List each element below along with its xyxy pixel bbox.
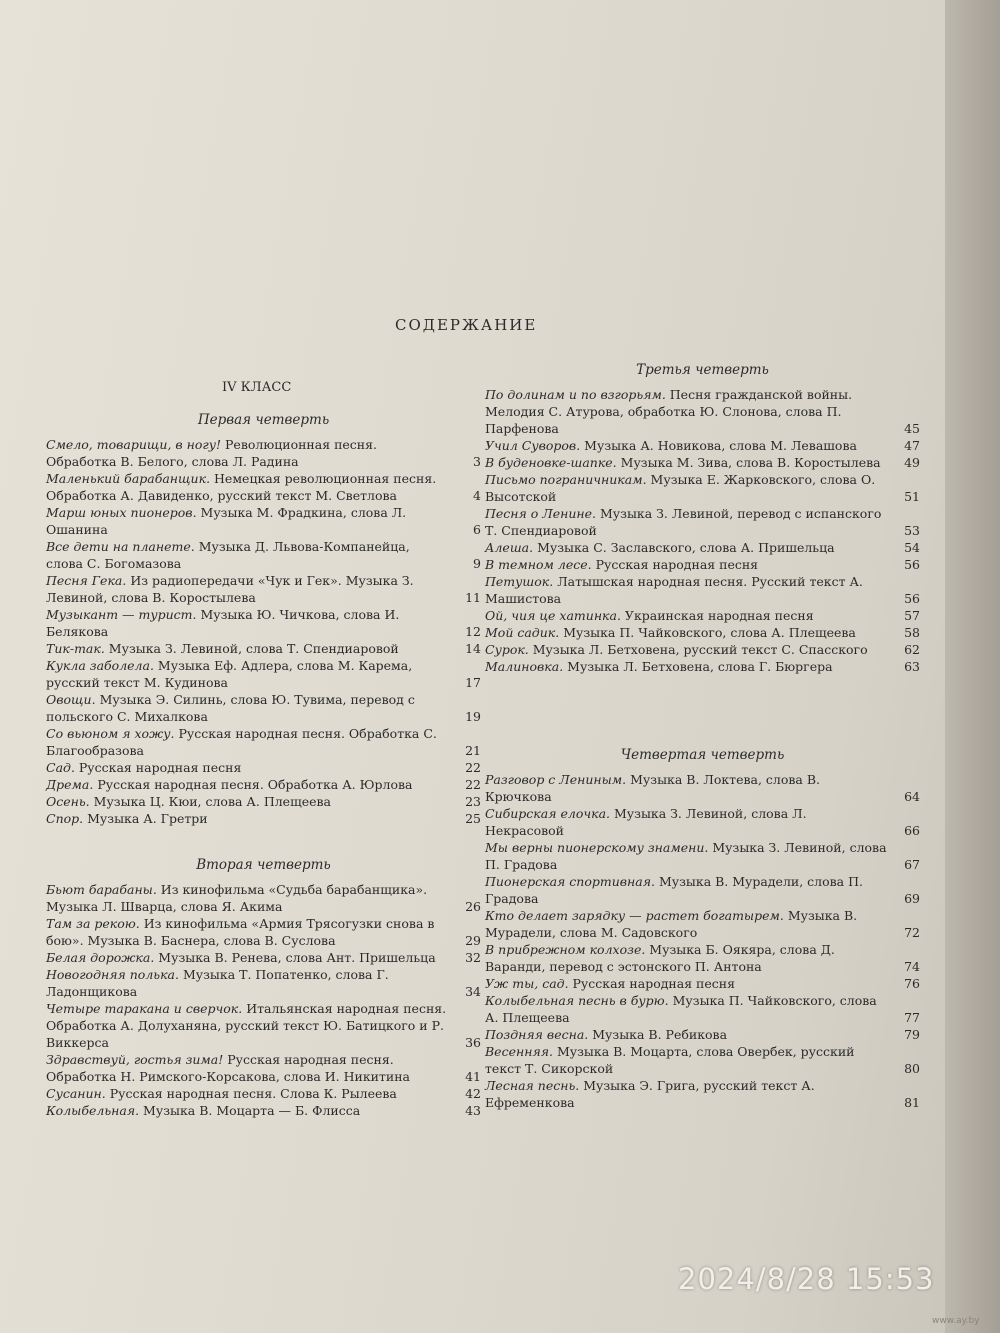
toc-entry	[46, 725, 481, 759]
entry-page-number: 80	[904, 1061, 920, 1076]
entry-page-number: 29	[465, 933, 481, 948]
entry-description: Музыка А. Новикова, слова М. Левашова	[580, 438, 857, 453]
entry-title: Колыбельная.	[46, 1103, 140, 1118]
entry-page-number: 51	[904, 489, 920, 504]
entry-description: Музыка В. Локтева, слова В. Крючкова	[485, 772, 821, 804]
entry-title: В прибрежном колхозе.	[485, 942, 646, 957]
quarter-heading: Третья четверть	[636, 362, 769, 378]
watermark: www.ay.by	[932, 1316, 980, 1326]
toc-entry	[485, 805, 920, 839]
toc-entry	[46, 538, 481, 572]
entry-page-number: 64	[904, 789, 920, 804]
entry-description: Музыка Э. Силинь, слова Ю. Тувима, перевод с польского С. Михалкова	[46, 692, 415, 724]
toc-entry	[485, 992, 920, 1026]
toc-entry	[46, 1085, 481, 1102]
entry-description: Русская народная песня. Обработка С. Благообразова	[46, 726, 437, 758]
toc-entry	[46, 810, 481, 827]
entry-page-number: 23	[465, 794, 481, 809]
entry-page-number: 42	[465, 1086, 481, 1101]
entry-title: Сусанин.	[46, 1086, 106, 1101]
entry-description: Музыка З. Левиной, слова Л. Некрасовой	[485, 806, 807, 838]
entry-title: Бьют барабаны.	[46, 882, 157, 897]
entry-description: Песня гражданской войны. Мелодия С. Атурова, обработка Ю. Слонова, слова П. Парфенова	[485, 387, 853, 436]
toc-entry	[46, 572, 481, 606]
entry-title: Смело, товарищи, в ногу!	[46, 437, 222, 452]
entry-page-number: 14	[465, 641, 481, 656]
entry-page-number: 6	[473, 522, 481, 537]
entry-page-number: 69	[904, 891, 920, 906]
entry-page-number: 72	[904, 925, 920, 940]
toc-entry	[485, 907, 920, 941]
entry-page-number: 36	[465, 1035, 481, 1050]
entry-page-number: 12	[465, 624, 481, 639]
entry-page-number: 4	[473, 488, 481, 503]
entry-title: Белая дорожка.	[46, 950, 155, 965]
entry-page-number: 76	[904, 976, 920, 991]
entry-page-number: 21	[465, 743, 481, 758]
entry-description: Русская народная песня	[568, 976, 736, 991]
quarter-heading: Первая четверть	[197, 412, 330, 428]
toc-entry	[485, 556, 920, 573]
entry-title: Уж ты, сад.	[485, 976, 569, 991]
entry-title: Сад.	[46, 760, 75, 775]
entry-page-number: 49	[904, 455, 920, 470]
class-heading: IV КЛАСС	[222, 380, 292, 395]
entry-title: По долинам и по взгорьям.	[485, 387, 666, 402]
toc-entry	[485, 505, 920, 539]
entry-page-number: 43	[465, 1103, 481, 1118]
entry-page-number: 11	[465, 590, 481, 605]
entry-description: Музыка Ю. Чичкова, слова И. Белякова	[46, 607, 400, 639]
entry-page-number: 26	[465, 899, 481, 914]
entry-title: Четыре таракана и сверчок.	[46, 1001, 243, 1016]
toc-entry	[46, 1000, 481, 1051]
toc-entry	[485, 975, 920, 992]
entry-description: Музыка Б. Оякяра, слова Д. Варанди, перевод с эстонского П. Антона	[485, 942, 835, 974]
toc-entry	[485, 471, 920, 505]
entry-title: Осень.	[46, 794, 90, 809]
entry-description: Музыка М. Зива, слова В. Коростылева	[616, 455, 881, 470]
entry-page-number: 54	[904, 540, 920, 555]
entry-title: Тик-так.	[46, 641, 105, 656]
entry-title: Сурок.	[485, 642, 529, 657]
photo-timestamp: 2024/8/28 15:53	[678, 1262, 935, 1296]
toc-entry	[485, 1077, 920, 1111]
toc-entry	[485, 1043, 920, 1077]
toc-entry	[485, 624, 920, 641]
entry-description: Музыка Д. Львова-Компанейца, слова С. Богомазова	[46, 539, 410, 571]
entry-description: Украинская народная песня	[620, 608, 814, 623]
entry-title: Весенняя.	[485, 1044, 553, 1059]
entry-description: Музыка А. Гретри	[83, 811, 208, 826]
quarter-heading: Четвертая четверть	[620, 747, 785, 763]
entry-title: Кукла заболела.	[46, 658, 154, 673]
entry-description: Русская народная песня. Слова К. Рылеева	[105, 1086, 397, 1101]
entry-page-number: 81	[904, 1095, 920, 1110]
entry-title: Песня Гека.	[46, 573, 127, 588]
entry-description: Итальянская народная песня. Обработка А. Долуханяна, русский текст Ю. Батицкого и Р. Виккерса	[46, 1001, 447, 1050]
entry-description: Революционная песня. Обработка В. Белого, слова Л. Радина	[46, 437, 377, 469]
entry-description: Музыка В. Мурадели, слова М. Садовского	[485, 908, 858, 940]
entry-description: Музыка В. Моцарта, слова Овербек, русский текст Т. Сикорской	[485, 1044, 855, 1076]
entry-title: Петушок.	[485, 574, 554, 589]
toc-entry	[46, 1102, 481, 1119]
entry-description: Музыка Т. Попатенко, слова Г. Ладонщикова	[46, 967, 389, 999]
entry-page-number: 17	[465, 675, 481, 690]
entry-title: Малиновка.	[485, 659, 564, 674]
toc-entry	[485, 1026, 920, 1043]
entry-page-number: 63	[904, 659, 920, 674]
toc-entry	[485, 573, 920, 607]
entry-page-number: 56	[904, 557, 920, 572]
entry-description: Русская народная песня	[74, 760, 242, 775]
toc-entry	[485, 539, 920, 556]
left-column	[46, 412, 481, 1119]
entry-page-number: 32	[465, 950, 481, 965]
entry-title: Маленький барабанщик.	[46, 471, 211, 486]
toc-entry	[485, 839, 920, 873]
toc-entry	[46, 949, 481, 966]
entry-description: Музыка П. Чайковского, слова А. Плещеева	[559, 625, 856, 640]
entry-title: Там за рекою.	[46, 916, 140, 931]
entry-description: Музыка Е. Жарковского, слова О. Высотской	[485, 472, 876, 504]
entry-description: Из радиопередачи «Чук и Гек». Музыка З. Левиной, слова В. Коростылева	[46, 573, 414, 605]
entry-description: Музыка В. Моцарта — Б. Флисса	[139, 1103, 361, 1118]
entry-description: Музыка Л. Бетховена, слова Г. Бюргера	[563, 659, 833, 674]
entry-page-number: 41	[465, 1069, 481, 1084]
entry-title: Разговор с Лениным.	[485, 772, 627, 787]
entry-page-number: 53	[904, 523, 920, 538]
entry-title: Здравствуй, гостья зима!	[46, 1052, 224, 1067]
entry-title: Поздняя весна.	[485, 1027, 589, 1042]
entry-page-number: 62	[904, 642, 920, 657]
entry-page-number: 74	[904, 959, 920, 974]
entry-title: Все дети на планете.	[46, 539, 195, 554]
toc-entry	[46, 793, 481, 810]
section-spacer	[485, 675, 920, 747]
entry-title: Алеша.	[485, 540, 534, 555]
entry-title: Лесная песнь.	[485, 1078, 580, 1093]
entry-title: Письмо пограничникам.	[485, 472, 647, 487]
entry-page-number: 47	[904, 438, 920, 453]
entry-description: Латышская народная песня. Русский текст А. Машистова	[485, 574, 863, 606]
entry-title: Колыбельная песнь в бурю.	[485, 993, 669, 1008]
entry-page-number: 25	[465, 811, 481, 826]
toc-entry	[485, 641, 920, 658]
toc-entry	[46, 436, 481, 470]
toc-entry	[485, 873, 920, 907]
entry-page-number: 9	[473, 556, 481, 571]
entry-description: Музыка В. Мурадели, слова П. Градова	[485, 874, 863, 906]
entry-title: Сибирская елочка.	[485, 806, 611, 821]
entry-description: Музыка В. Ренева, слова Ант. Пришельца	[154, 950, 436, 965]
toc-entry	[46, 881, 481, 915]
entry-title: Музыкант — турист.	[46, 607, 197, 622]
toc-entry	[46, 470, 481, 504]
entry-title: В буденовке-шапке.	[485, 455, 617, 470]
toc-entry	[485, 941, 920, 975]
entry-title: Пионерская спортивная.	[485, 874, 655, 889]
toc-entry	[46, 966, 481, 1000]
entry-title: Марш юных пионеров.	[46, 505, 197, 520]
toc-entry	[46, 640, 481, 657]
entry-title: Мой садик.	[485, 625, 560, 640]
entry-description: Музыка П. Чайковского, слова А. Плещеева	[485, 993, 877, 1025]
entry-page-number: 58	[904, 625, 920, 640]
entry-description: Музыка З. Левиной, слова Т. Спендиаровой	[104, 641, 399, 656]
entry-page-number: 56	[904, 591, 920, 606]
toc-entry	[46, 657, 481, 691]
entry-page-number: 22	[465, 777, 481, 792]
contents-title: СОДЕРЖАНИЕ	[395, 316, 538, 334]
toc-entry	[46, 776, 481, 793]
entry-description: Из кинофильма «Судьба барабанщика». Музыка Л. Шварца, слова Я. Акима	[46, 882, 428, 914]
toc-entry	[46, 1051, 481, 1085]
entry-title: Новогодняя полька.	[46, 967, 179, 982]
entry-description: Музыка С. Заславского, слова А. Пришельца	[533, 540, 835, 555]
entry-page-number: 34	[465, 984, 481, 999]
entry-description: Музыка З. Левиной, слова П. Градова	[485, 840, 887, 872]
entry-page-number: 79	[904, 1027, 920, 1042]
right-column	[485, 362, 920, 1111]
entry-title: Овощи.	[46, 692, 96, 707]
entry-title: Со вьюном я хожу.	[46, 726, 175, 741]
entry-description: Музыка Л. Бетховена, русский текст С. Спасского	[528, 642, 868, 657]
toc-entry	[46, 606, 481, 640]
entry-title: Кто делает зарядку — растет богатырем.	[485, 908, 784, 923]
entry-title: Мы верны пионерскому знамени.	[485, 840, 709, 855]
entry-description: Музыка Э. Грига, русский текст А. Ефременкова	[485, 1078, 815, 1110]
entry-page-number: 77	[904, 1010, 920, 1025]
entry-description: Русская народная песня	[591, 557, 759, 572]
entry-description: Музыка Еф. Адлера, слова М. Карема, русский текст М. Кудинова	[46, 658, 413, 690]
toc-entry	[485, 454, 920, 471]
entry-description: Русская народная песня. Обработка А. Юрлова	[93, 777, 413, 792]
entry-description: Из кинофильма «Армия Трясогузки снова в бою». Музыка В. Баснера, слова В. Суслова	[46, 916, 435, 948]
entry-description: Немецкая революционная песня. Обработка А. Давиденко, русский текст М. Светлова	[46, 471, 437, 503]
toc-entry	[46, 915, 481, 949]
entry-description: Музыка М. Фрадкина, слова Л. Ошанина	[46, 505, 407, 537]
quarter-heading: Вторая четверть	[196, 857, 331, 873]
entry-page-number: 22	[465, 760, 481, 775]
toc-entry	[485, 771, 920, 805]
next-page-edge	[945, 0, 1000, 1333]
entry-title: В темном лесе.	[485, 557, 592, 572]
toc-entry	[485, 386, 920, 437]
entry-page-number: 19	[465, 709, 481, 724]
entry-page-number: 67	[904, 857, 920, 872]
toc-entry	[46, 691, 481, 725]
entry-title: Дрема.	[46, 777, 94, 792]
toc-entry	[485, 658, 920, 675]
entry-title: Учил Суворов.	[485, 438, 581, 453]
entry-title: Песня о Ленине.	[485, 506, 596, 521]
toc-entry	[46, 504, 481, 538]
entry-description: Музыка В. Ребикова	[588, 1027, 728, 1042]
entry-page-number: 45	[904, 421, 920, 436]
entry-description: Русская народная песня. Обработка Н. Римского-Корсакова, слова И. Никитина	[46, 1052, 410, 1084]
toc-entry	[485, 437, 920, 454]
entry-description: Музыка З. Левиной, перевод с испанского Т. Спендиаровой	[485, 506, 882, 538]
toc-entry	[485, 607, 920, 624]
section-spacer	[46, 827, 481, 857]
entry-page-number: 57	[904, 608, 920, 623]
entry-page-number: 3	[473, 454, 481, 469]
entry-page-number: 66	[904, 823, 920, 838]
entry-title: Спор.	[46, 811, 84, 826]
entry-title: Ой, чия це хатинка.	[485, 608, 621, 623]
toc-entry	[46, 759, 481, 776]
entry-description: Музыка Ц. Кюи, слова А. Плещеева	[89, 794, 331, 809]
